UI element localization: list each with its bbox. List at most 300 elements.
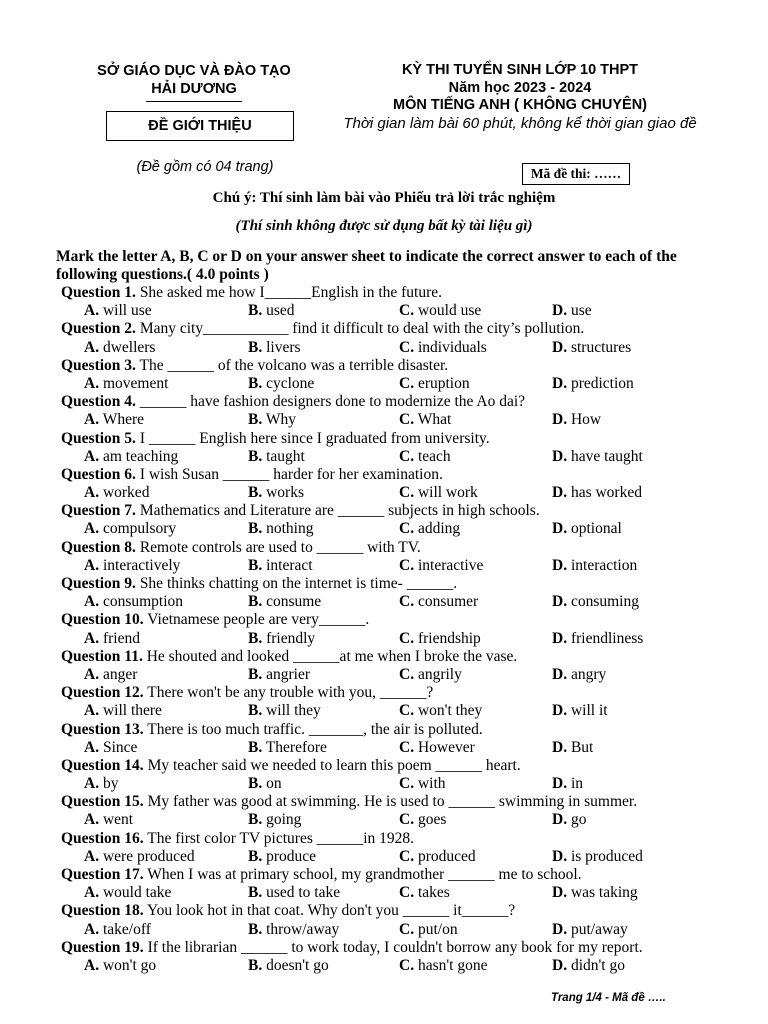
question-stem	[61, 793, 741, 811]
option-text: takes	[417, 884, 450, 902]
option-text: goes	[417, 811, 447, 829]
option-text: cyclone	[266, 374, 315, 392]
answer-option	[552, 593, 639, 611]
option-letter: C.	[399, 956, 415, 974]
option-letter: A.	[84, 302, 100, 320]
option-text: produce	[266, 847, 317, 865]
answer-option	[84, 339, 155, 357]
question-stem	[61, 284, 741, 302]
option-letter: A.	[84, 629, 100, 647]
department-header	[60, 62, 328, 102]
option-letter: A.	[84, 775, 100, 793]
answer-option	[248, 557, 313, 575]
answer-option	[399, 921, 458, 939]
option-letter: C.	[399, 484, 415, 502]
option-letter: B.	[248, 884, 263, 902]
option-letter: A.	[84, 956, 100, 974]
option-text: will work	[417, 484, 478, 502]
answer-option	[84, 484, 149, 502]
question-text: Vietnamese people are very______.	[143, 611, 370, 629]
answer-option	[399, 484, 478, 502]
option-text: movement	[102, 374, 169, 392]
option-text: nothing	[266, 520, 314, 538]
option-letter: D.	[552, 847, 568, 865]
answer-options-row	[61, 630, 741, 648]
answer-option	[248, 921, 339, 939]
option-text: optional	[570, 520, 622, 538]
option-text: angry	[570, 665, 607, 683]
question-stem	[61, 939, 741, 957]
option-letter: B.	[248, 338, 263, 356]
answer-option	[552, 739, 593, 757]
question-stem	[61, 466, 741, 484]
answer-options-row	[61, 448, 741, 466]
answer-option	[399, 302, 481, 320]
option-letter: D.	[552, 447, 568, 465]
answer-option	[248, 666, 310, 684]
option-text: friendly	[266, 629, 316, 647]
question-number: Question 13.	[61, 720, 144, 738]
answer-option	[84, 921, 151, 939]
question-stem	[61, 757, 741, 775]
option-letter: C.	[399, 302, 415, 320]
option-text: anger	[102, 665, 138, 683]
option-text: would use	[417, 302, 482, 320]
answer-option	[248, 593, 321, 611]
answer-options-row	[61, 339, 741, 357]
option-text: friendliness	[570, 629, 644, 647]
question-text: If the librarian ______ to work today, I couldn't borrow any book for my report.	[143, 938, 643, 956]
answer-option	[399, 593, 478, 611]
answer-option	[248, 957, 329, 975]
question-text: She thinks chatting on the internet is time- ______.	[135, 575, 458, 592]
question-number: Question 1.	[61, 284, 136, 301]
question-number: Question 18.	[61, 902, 144, 920]
answer-option	[84, 520, 176, 538]
answer-option	[399, 775, 446, 793]
answer-option	[399, 375, 470, 393]
answer-option	[248, 630, 315, 648]
option-text: has worked	[570, 484, 642, 502]
option-text: Why	[265, 411, 296, 429]
question-text: There won't be any trouble with you, ______?	[143, 684, 434, 702]
answer-option	[552, 630, 643, 648]
answer-options-row	[61, 520, 741, 538]
answer-options-row	[61, 411, 741, 429]
option-text: were produced	[102, 847, 195, 865]
answer-options-row	[61, 557, 741, 575]
option-letter: B.	[248, 447, 263, 465]
answer-option	[84, 375, 168, 393]
option-letter: B.	[248, 302, 263, 320]
question-number: Question 9.	[61, 575, 136, 592]
question-text: He shouted and looked ______at me when I broke the vase.	[142, 647, 518, 665]
answer-option	[399, 520, 460, 538]
answer-option	[248, 375, 314, 393]
answer-option	[552, 484, 642, 502]
answer-option	[399, 702, 482, 720]
answer-option	[84, 557, 180, 575]
question-stem	[61, 902, 741, 920]
option-text: friendship	[417, 629, 481, 647]
header-underline	[146, 101, 242, 102]
question-stem	[61, 721, 741, 739]
question-number: Question 12.	[61, 684, 144, 702]
question-number: Question 14.	[61, 756, 144, 774]
question-number: Question 11.	[61, 647, 143, 665]
option-text: throw/away	[266, 920, 340, 938]
option-text: didn't go	[570, 956, 625, 974]
answer-option	[552, 957, 625, 975]
option-text: interactive	[417, 556, 484, 574]
question-text: You look hot in that coat. Why don't you ______ it______?	[143, 902, 516, 920]
question-text: There is too much traffic. _______, the air is polluted.	[143, 720, 483, 738]
option-text: interaction	[570, 556, 638, 574]
answer-options-row	[61, 702, 741, 720]
answer-option	[248, 302, 295, 320]
answer-options-row	[61, 884, 741, 902]
question-text: My father was good at swimming. He is used to ______ swimming in summer.	[143, 793, 638, 811]
subject-title: MÔN TIẾNG ANH ( KHÔNG CHUYÊN)	[392, 97, 647, 113]
option-letter: D.	[552, 374, 568, 392]
option-letter: A.	[84, 738, 100, 756]
answer-option	[399, 666, 462, 684]
answer-option	[248, 339, 301, 357]
time-note: Thời gian làm bài 60 phút, không kể thời gian giao đề	[343, 114, 697, 132]
option-text: in	[570, 775, 584, 793]
option-text: works	[266, 484, 304, 502]
question-text: My teacher said we needed to learn this poem ______ heart.	[143, 756, 521, 774]
answer-option	[248, 848, 316, 866]
question-stem	[61, 539, 741, 557]
option-letter: A.	[84, 593, 100, 611]
question-number: Question 10.	[61, 611, 144, 629]
pages-note: (Đề gồm có 04 trang)	[136, 159, 274, 175]
question-stem	[61, 648, 741, 666]
question-stem	[61, 684, 741, 702]
answer-option	[248, 411, 296, 429]
answer-option	[84, 848, 195, 866]
answer-option	[84, 702, 162, 720]
option-text: individuals	[417, 338, 487, 356]
option-text: was taking	[570, 884, 638, 902]
answer-options-row	[61, 375, 741, 393]
option-text: will there	[102, 702, 162, 720]
exam-title: KỲ THI TUYỂN SINH LỚP 10 THPT	[401, 62, 639, 78]
answer-option	[248, 884, 340, 902]
option-text: Therefore	[265, 738, 327, 756]
option-letter: A.	[84, 884, 100, 902]
option-text: prediction	[570, 374, 634, 392]
answer-option	[84, 739, 137, 757]
option-letter: C.	[399, 629, 415, 647]
question-stem	[61, 320, 741, 338]
answer-option	[399, 557, 483, 575]
answer-option	[84, 448, 178, 466]
option-text: interact	[266, 556, 313, 574]
option-text: put/on	[417, 920, 458, 938]
option-text: by	[102, 775, 119, 793]
question-number: Question 15.	[61, 793, 144, 811]
answer-options-row	[61, 666, 741, 684]
option-text: on	[266, 775, 282, 793]
exam-header	[310, 62, 730, 132]
option-text: adding	[417, 520, 461, 538]
option-text: friend	[102, 629, 140, 647]
answer-option	[399, 448, 451, 466]
answer-option	[84, 811, 133, 829]
option-letter: C.	[399, 738, 415, 756]
option-letter: B.	[248, 665, 263, 683]
question-stem	[61, 830, 741, 848]
option-text: used	[266, 302, 295, 320]
option-letter: B.	[248, 920, 263, 938]
answer-option	[248, 702, 321, 720]
answer-options-row	[61, 593, 741, 611]
option-text: compulsory	[102, 520, 177, 538]
option-text: taught	[266, 447, 305, 465]
answer-option	[552, 884, 638, 902]
option-text: will they	[266, 702, 321, 720]
answer-option	[399, 739, 475, 757]
answer-option	[248, 811, 301, 829]
question-stem	[61, 393, 741, 411]
intro-exam-box: ĐỀ GIỚI THIỆU	[106, 111, 294, 141]
option-letter: B.	[248, 520, 263, 538]
question-stem	[61, 502, 741, 520]
option-text: am teaching	[102, 447, 179, 465]
question-number: Question 3.	[61, 356, 136, 374]
option-text: put/away	[570, 920, 628, 938]
answer-option	[399, 630, 481, 648]
option-letter: C.	[399, 920, 415, 938]
option-letter: C.	[399, 411, 415, 429]
question-number: Question 5.	[61, 429, 136, 447]
answer-option	[84, 630, 140, 648]
option-letter: A.	[84, 847, 100, 865]
option-letter: C.	[399, 665, 415, 683]
option-letter: D.	[552, 520, 568, 538]
option-text: angrily	[417, 665, 462, 683]
option-letter: B.	[248, 629, 263, 647]
answer-option	[84, 593, 183, 611]
option-letter: D.	[552, 484, 568, 502]
answer-options-row	[61, 957, 741, 975]
answer-option	[248, 775, 282, 793]
question-list	[61, 284, 741, 975]
answer-option	[84, 302, 152, 320]
option-text: with	[417, 775, 446, 793]
option-text: worked	[102, 484, 150, 502]
option-letter: D.	[552, 593, 568, 611]
option-text: dwellers	[102, 338, 156, 356]
option-letter: D.	[552, 556, 568, 574]
option-text: consuming	[570, 593, 639, 611]
answer-option	[248, 739, 327, 757]
question-number: Question 2.	[61, 320, 136, 338]
option-letter: A.	[84, 338, 100, 356]
option-letter: C.	[399, 520, 415, 538]
answer-option	[552, 702, 608, 720]
answer-option	[552, 520, 622, 538]
question-text: I ______ English here since I graduated from university.	[135, 429, 490, 447]
answer-option	[84, 957, 156, 975]
option-letter: B.	[248, 411, 263, 429]
option-text: eruption	[417, 374, 470, 392]
answer-option	[399, 848, 476, 866]
option-text: hasn't gone	[417, 956, 488, 974]
option-text: How	[570, 411, 602, 429]
option-letter: D.	[552, 411, 568, 429]
option-letter: B.	[248, 593, 263, 611]
option-letter: B.	[248, 702, 263, 720]
answer-option	[84, 411, 144, 429]
question-number: Question 17.	[61, 866, 144, 883]
answer-option	[399, 884, 450, 902]
option-letter: C.	[399, 702, 415, 720]
answer-options-row	[61, 302, 741, 320]
option-text: go	[570, 811, 587, 829]
answer-option	[552, 339, 631, 357]
option-letter: A.	[84, 484, 100, 502]
department-name: SỞ GIÁO DỤC VÀ ĐÀO TẠO	[97, 63, 291, 79]
option-text: Since	[102, 738, 138, 756]
option-letter: D.	[552, 302, 568, 320]
option-text: will use	[102, 302, 152, 320]
question-text: When I was at primary school, my grandmother ______ me to school.	[143, 866, 582, 883]
answer-options-row	[61, 739, 741, 757]
question-text: She asked me how I______English in the future.	[135, 284, 443, 301]
answer-options-row	[61, 484, 741, 502]
answer-option	[552, 811, 586, 829]
option-text: produced	[417, 847, 476, 865]
option-text: consumer	[417, 593, 479, 611]
option-letter: A.	[84, 665, 100, 683]
question-text: Mathematics and Literature are ______ subjects in high schools.	[135, 502, 540, 520]
answer-option	[552, 557, 637, 575]
option-letter: A.	[84, 411, 100, 429]
option-letter: D.	[552, 884, 568, 902]
question-number: Question 6.	[61, 465, 136, 483]
answer-option	[399, 811, 446, 829]
option-text: used to take	[266, 884, 341, 902]
answer-option	[84, 775, 118, 793]
option-text: But	[570, 738, 594, 756]
answer-option	[399, 339, 487, 357]
option-letter: A.	[84, 374, 100, 392]
option-text: going	[266, 811, 302, 829]
answer-option	[552, 775, 583, 793]
option-text: use	[570, 302, 592, 320]
option-letter: B.	[248, 847, 263, 865]
question-number: Question 16.	[61, 829, 144, 847]
option-text: would take	[102, 884, 172, 902]
option-text: consume	[266, 593, 322, 611]
question-stem	[61, 575, 741, 593]
option-letter: D.	[552, 702, 568, 720]
option-text: won't they	[417, 702, 483, 720]
answer-option	[248, 448, 305, 466]
section-instruction: Mark the letter A, B, C or D on your answer sheet to indicate the correct answer to each of the following questions.( 4.0 points )	[56, 248, 677, 283]
option-letter: A.	[84, 556, 100, 574]
no-materials-note: (Thí sinh không được sử dụng bất kỳ tài liệu gì)	[235, 218, 533, 234]
question-stem	[61, 611, 741, 629]
option-letter: B.	[248, 956, 263, 974]
option-letter: C.	[399, 338, 415, 356]
answer-options-row	[61, 811, 741, 829]
option-text: went	[102, 811, 134, 829]
option-letter: B.	[248, 374, 263, 392]
question-stem	[61, 430, 741, 448]
option-letter: B.	[248, 484, 263, 502]
question-number: Question 4.	[61, 393, 136, 411]
option-letter: D.	[552, 338, 568, 356]
answer-option	[552, 666, 606, 684]
answer-option	[552, 375, 634, 393]
option-letter: A.	[84, 447, 100, 465]
option-letter: C.	[399, 775, 415, 793]
question-text: The ______ of the volcano was a terrible disaster.	[135, 356, 449, 374]
option-letter: B.	[248, 556, 263, 574]
option-text: structures	[570, 338, 632, 356]
option-letter: D.	[552, 629, 568, 647]
answer-sheet-note: Chú ý: Thí sinh làm bài vào Phiếu trả lời trắc nghiệm	[212, 190, 556, 206]
answer-option	[399, 957, 487, 975]
option-letter: D.	[552, 811, 568, 829]
question-text: Remote controls are used to ______ with TV.	[135, 538, 421, 556]
option-letter: A.	[84, 811, 100, 829]
answer-option	[552, 848, 643, 866]
option-text: However	[417, 738, 475, 756]
option-letter: C.	[399, 556, 415, 574]
question-number: Question 8.	[61, 538, 136, 556]
option-text: take/off	[102, 920, 151, 938]
answer-option	[552, 411, 601, 429]
question-text: Many city___________ find it difficult to deal with the city’s pollution.	[135, 320, 585, 338]
option-text: angrier	[266, 665, 310, 683]
option-letter: D.	[552, 665, 568, 683]
option-letter: A.	[84, 702, 100, 720]
province-name: HẢI DƯƠNG	[151, 81, 237, 97]
answer-option	[399, 411, 451, 429]
option-text: Where	[102, 411, 144, 429]
option-letter: D.	[552, 920, 568, 938]
option-text: interactively	[102, 556, 181, 574]
answer-option	[84, 884, 171, 902]
answer-options-row	[61, 848, 741, 866]
answer-option	[248, 484, 304, 502]
option-text: will it	[570, 702, 608, 720]
answer-option	[552, 921, 628, 939]
option-letter: C.	[399, 447, 415, 465]
option-text: teach	[417, 447, 451, 465]
option-text: have taught	[570, 447, 643, 465]
option-text: won't go	[102, 956, 157, 974]
option-letter: C.	[399, 374, 415, 392]
option-letter: C.	[399, 593, 415, 611]
option-text: What	[417, 411, 452, 429]
question-stem	[61, 357, 741, 375]
question-number: Question 19.	[61, 938, 144, 956]
option-letter: C.	[399, 884, 415, 902]
answer-options-row	[61, 921, 741, 939]
question-text: The first color TV pictures ______in 1928.	[143, 829, 415, 847]
option-letter: B.	[248, 811, 263, 829]
option-text: consumption	[102, 593, 184, 611]
answer-option	[84, 666, 137, 684]
answer-option	[552, 302, 592, 320]
option-text: doesn't go	[266, 956, 329, 974]
